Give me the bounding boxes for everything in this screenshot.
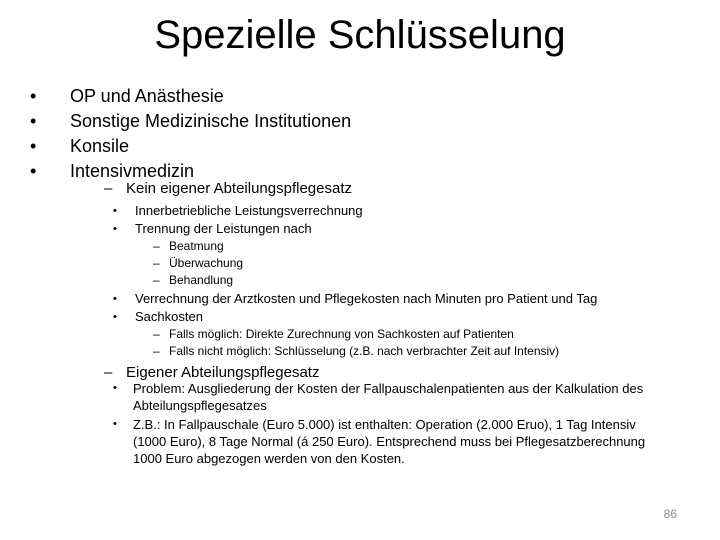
bullet: • — [113, 418, 117, 430]
dash: – — [153, 273, 160, 287]
list-item: – Behandlung — [153, 273, 234, 287]
bullet: • — [113, 382, 117, 394]
list-item: • Problem: Ausgliederung der Kosten der Fallpauschalenpatienten aus der Kalkulation des Abteilungspflegesatzes — [113, 381, 644, 413]
list-item: – Eigener Abteilungspflegesatz — [104, 364, 320, 381]
bullet: • — [30, 86, 37, 106]
list-item: • Innerbetriebliche Leistungsverrechnung — [113, 203, 363, 218]
no-rate-points-b — [113, 290, 673, 326]
material-costs-list — [153, 326, 673, 360]
list-item: – Kein eigener Abteilungspflegesatz — [104, 180, 352, 197]
page-number: 86 — [663, 507, 677, 521]
list-item: – Überwachung — [153, 256, 244, 270]
dash: – — [153, 327, 160, 341]
dash: – — [104, 364, 113, 381]
list-item: • Trennung der Leistungen nach — [113, 221, 312, 236]
list-item: – Falls möglich: Direkte Zurechnung von Sachkosten auf Patienten — [153, 327, 514, 341]
bullet: • — [30, 161, 37, 181]
dash: – — [153, 239, 160, 253]
no-rate-points-a — [113, 202, 673, 238]
list-item: • Verrechnung der Arztkosten und Pflegekosten nach Minuten pro Patient und Tag — [113, 291, 598, 306]
bullet: • — [113, 223, 117, 235]
list-item: • Sachkosten — [113, 309, 203, 324]
bullet: • — [113, 205, 117, 217]
bullet: • — [30, 111, 37, 131]
bullet: • — [113, 293, 117, 305]
list-item: – Falls nicht möglich: Schlüsselung (z.B. nach verbrachter Zeit auf Intensiv) — [153, 344, 560, 358]
list-item: • Intensivmedizin — [30, 159, 690, 184]
dash: – — [153, 344, 160, 358]
services-list — [153, 238, 673, 289]
no-rate-section — [104, 179, 704, 199]
list-item: • Sonstige Medizinische Institutionen — [30, 109, 690, 134]
own-rate-points — [113, 380, 653, 469]
list-item: • OP und Anästhesie — [30, 84, 690, 109]
slide-title: Spezielle Schlüsselung — [154, 13, 566, 57]
dash: – — [153, 256, 160, 270]
list-item: • Z.B.: In Fallpauschale (Euro 5.000) ist enthalten: Operation (2.000 Eruo), 1 Tag Intensiv (1000 Euro), 8 Tage Normal (á 250 Euro). Entsprechend muss bei Pflegesatzberechnung 1000 Euro abgezogen werden von den Kosten. — [113, 417, 646, 466]
bullet: • — [113, 311, 117, 323]
bullet: • — [30, 136, 37, 156]
dash: – — [104, 180, 113, 197]
list-item: • Konsile — [30, 134, 690, 159]
list-item: – Beatmung — [153, 239, 224, 253]
main-list — [30, 84, 690, 184]
